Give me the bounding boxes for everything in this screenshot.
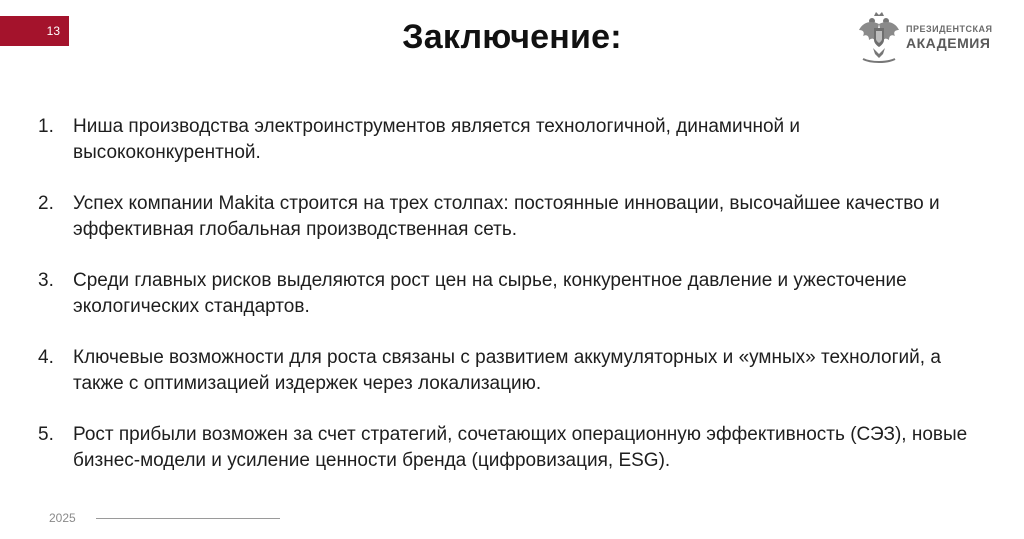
logo-line-1: ПРЕЗИДЕНТСКАЯ [906, 23, 993, 34]
list-item-text: Успех компании Makita строится на трех столпах: постоянные инновации, высочайшее качество и эффективная глобальная производственная сеть. [73, 193, 940, 240]
list-item-number: 3. [38, 270, 54, 291]
list-item [38, 345, 988, 397]
list-item-number: 1. [38, 116, 54, 137]
list-item-number: 2. [38, 193, 54, 214]
footer-divider [96, 518, 280, 519]
slide-title: Заключение: [402, 18, 622, 56]
logo-line-2: АКАДЕМИЯ [906, 34, 991, 51]
list-item-text: Среди главных рисков выделяются рост цен на сырье, конкурентное давление и ужесточение экологических стандартов. [73, 270, 907, 317]
list-item-number: 5. [38, 424, 54, 445]
logo-text [906, 25, 992, 50]
list-item-text: Ниша производства электроинструментов является технологичной, динамичной и высококонкурентной. [73, 116, 801, 163]
footer-year: 2025 [49, 511, 76, 525]
list-item-text: Рост прибыли возможен за счет стратегий, сочетающих операционную эффективность (СЭЗ), новые бизнес-модели и усиление ценности бренда (цифровизация, ESG). [73, 424, 968, 471]
list-item [38, 114, 988, 166]
conclusion-list [38, 114, 988, 499]
list-item [38, 268, 988, 320]
slide-number: 13 [46, 24, 60, 38]
list-item [38, 191, 988, 243]
list-item-text: Ключевые возможности для роста связаны с развитием аккумуляторных и «умных» технологий, а также с оптимизацией издержек через локализацию. [73, 347, 941, 394]
list-item [38, 422, 988, 474]
eagle-emblem-icon [857, 10, 901, 64]
academy-logo [857, 9, 997, 65]
list-item-number: 4. [38, 347, 54, 368]
